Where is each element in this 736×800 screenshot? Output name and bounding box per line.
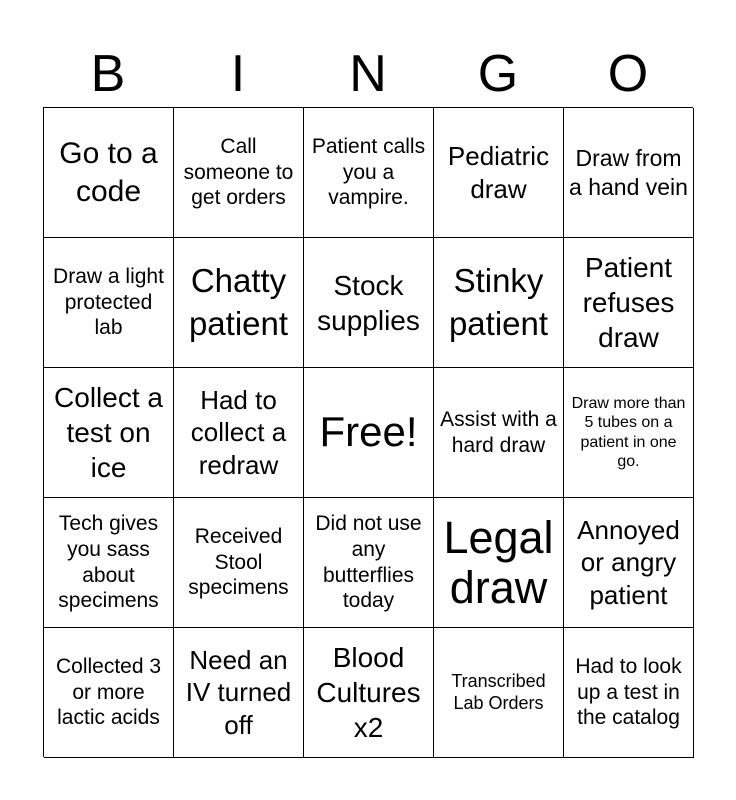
header-letter-i: I [230,45,246,103]
bingo-header [43,40,693,108]
cell-text: Draw more than 5 tubes on a patient in one go. [571,395,686,470]
cell-text: Patient calls you a vampire. [311,135,426,210]
cell-text: Tech gives you sass about specimens [58,512,159,613]
bingo-board [43,107,693,757]
bingo-cell[interactable] [44,368,174,498]
cell-text: Collected 3 or more lactic acids [55,655,162,730]
header-letter-o: O [607,45,649,103]
cell-text: Blood Cultures x2 [316,642,421,743]
cell-text: Chatty patient [188,262,289,342]
cell-text: Draw from a hand vein [569,144,688,200]
bingo-cell[interactable] [304,498,434,628]
bingo-cell[interactable] [44,498,174,628]
header-letter-n: N [349,45,387,103]
cell-text: Pediatric draw [447,141,550,204]
bingo-cell[interactable] [564,108,694,238]
cell-text: Go to a code [59,137,158,208]
cell-text: Received Stool specimens [188,525,289,600]
bingo-cell[interactable] [304,628,434,758]
cell-text: Transcribed Lab Orders [451,670,546,713]
bingo-cell[interactable] [174,238,304,368]
cell-text: Call someone to get orders [183,135,294,210]
bingo-cell[interactable] [564,238,694,368]
bingo-cell[interactable] [44,108,174,238]
bingo-cell-free[interactable] [304,368,434,498]
cell-text: Had to look up a test in the catalog [575,655,682,730]
cell-text: Did not use any butterflies today [315,512,422,613]
bingo-cell[interactable] [434,498,564,628]
cell-text: Draw a light protected lab [53,265,164,340]
bingo-cell[interactable] [434,628,564,758]
cell-text: Need an IV turned off [185,644,292,740]
bingo-cell[interactable] [304,108,434,238]
cell-text: Stock supplies [317,269,420,336]
header-letter-b: B [90,45,126,103]
cell-text: Stinky patient [448,262,549,342]
bingo-cell[interactable] [174,368,304,498]
cell-text: Patient refuses draw [582,252,675,353]
header-letter-g: G [477,45,519,103]
bingo-cell[interactable] [174,498,304,628]
bingo-cell[interactable] [434,108,564,238]
cell-text: Annoyed or angry patient [577,514,680,610]
bingo-cell[interactable] [434,368,564,498]
bingo-cell[interactable] [44,238,174,368]
bingo-cell[interactable] [434,238,564,368]
cell-text: Collect a test on ice [54,382,163,483]
cell-text: Assist with a hard draw [440,407,557,457]
bingo-cell[interactable] [564,368,694,498]
cell-text: Free! [319,408,418,456]
cell-text: Legal draw [443,512,554,613]
bingo-cell[interactable] [564,628,694,758]
cell-text: Had to collect a redraw [190,384,287,480]
bingo-cell[interactable] [564,498,694,628]
bingo-cell[interactable] [44,628,174,758]
bingo-cell[interactable] [174,628,304,758]
bingo-cell[interactable] [174,108,304,238]
bingo-cell[interactable] [304,238,434,368]
